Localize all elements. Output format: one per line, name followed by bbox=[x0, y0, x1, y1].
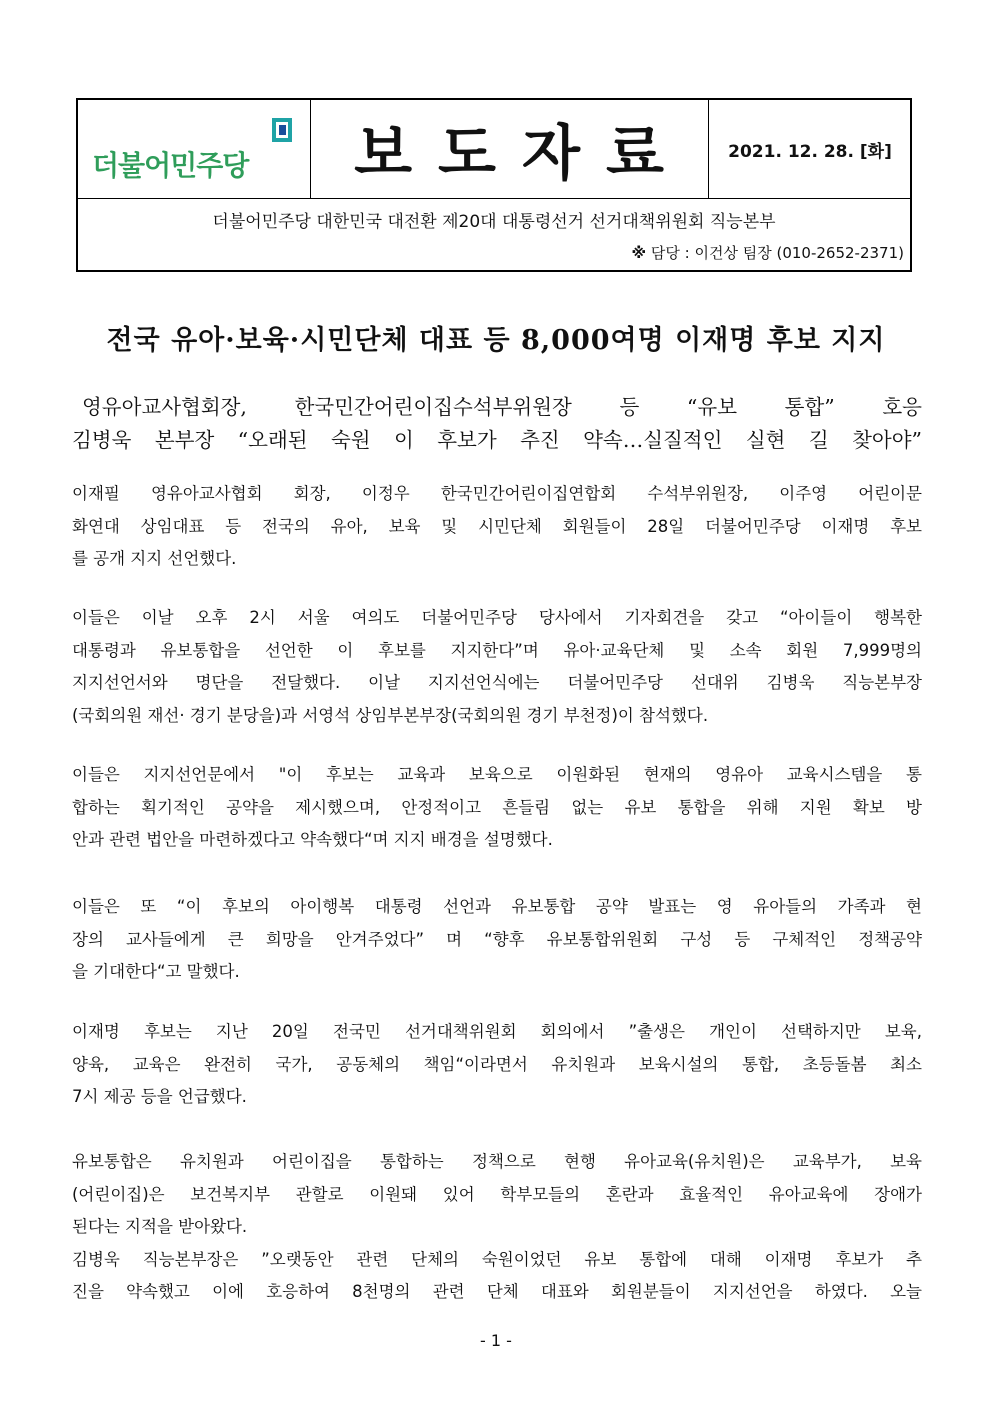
paragraph-4 bbox=[72, 891, 922, 989]
paragraph-line: 된다는 지적을 받아왔다. bbox=[72, 1217, 248, 1236]
reference-mark: ※ bbox=[631, 244, 647, 262]
paragraph-line: (어린이집)은 보건복지부 관할로 이원돼 있어 학부모들의 혼란과 효율적인 유아교육에 장애가 bbox=[72, 1184, 922, 1204]
subheadline-1: 영유아교사협회장, 한국민간어린이집수석부위원장 등 “유보 통합” 호응 bbox=[82, 395, 922, 419]
paragraph-line: 7시 제공 등을 언급했다. bbox=[72, 1087, 247, 1106]
date-cell bbox=[708, 100, 912, 198]
paragraph-line: 양육, 교육은 완전히 국가, 공동체의 책임“이라면서 유치원과 보육시설의 통합, 초등돌봄 최소 bbox=[72, 1054, 922, 1074]
logo-text: 더불어민주당 bbox=[92, 149, 249, 182]
paragraph-line: 김병욱 직능본부장은 ”오랫동안 관련 단체의 숙원이었던 유보 통합에 대해 이재명 후보가 추 bbox=[72, 1249, 922, 1269]
paragraph-line: 대통령과 유보통합을 선언한 이 후보를 지지한다”며 유아·교육단체 및 소속 회원 7,999명의 bbox=[72, 640, 922, 660]
paragraph-line: (국회의원 재선· 경기 분당을)과 서영석 상임부본부장(국회의원 경기 부천정)이 참석했다. bbox=[72, 705, 709, 725]
paragraph-line: 진을 약속했고 이에 호응하여 8천명의 관련 단체 대표와 회원분들이 지지선언을 하였다. 오늘 bbox=[72, 1282, 922, 1301]
issuer-text: 더불어민주당 대한민국 대전환 제20대 대통령선거 선거대책위원회 직능본부 bbox=[212, 211, 776, 232]
release-date: 2021. 12. 28. [화] bbox=[728, 141, 892, 162]
party-logo bbox=[88, 114, 300, 184]
paragraph-3 bbox=[72, 759, 922, 857]
party-logo-icon bbox=[270, 116, 296, 148]
paragraph-2 bbox=[72, 602, 922, 732]
logo-cell bbox=[78, 100, 311, 198]
contact-line bbox=[632, 242, 904, 263]
press-release-header bbox=[76, 98, 912, 272]
paragraph-line: 이들은 지지선언문에서 "이 후보는 교육과 보육으로 이원화된 현재의 영유아 교육시스템을 통 bbox=[72, 765, 922, 784]
document-title: 보도자료 bbox=[354, 119, 690, 189]
issuer-line bbox=[78, 200, 910, 238]
paragraph-line: 이재필 영유아교사협회 회장, 이정우 한국민간어린이집연합회 수석부위원장, 이주영 어린이문 bbox=[72, 484, 922, 503]
paragraph-line: 유보통합은 유치원과 어린이집을 통합하는 정책으로 현행 유아교육(유치원)은 교육부가, 보육 bbox=[72, 1152, 922, 1171]
paragraph-line: 화연대 상임대표 등 전국의 유아, 보육 및 시민단체 회원들이 28일 더불어민주당 이재명 후보 bbox=[72, 516, 922, 536]
paragraph-line: 을 기대한다“고 말했다. bbox=[72, 962, 240, 981]
page-number: - 1 - bbox=[480, 1331, 512, 1350]
paragraph-6 bbox=[72, 1146, 922, 1309]
paragraph-line: 합하는 획기적인 공약을 제시했으며, 안정적이고 흔들림 없는 유보 통합을 위해 지원 확보 방 bbox=[72, 797, 922, 817]
header-top-row bbox=[78, 100, 910, 199]
paragraph-line: 지지선언서와 명단을 전달했다. 이날 지지선언식에는 더불어민주당 선대위 김병욱 직능본부장 bbox=[72, 673, 922, 692]
subheadline-2: 김병욱 본부장 “오래된 숙원 이 후보가 추진 약속…실질적인 실현 길 찾아야” bbox=[72, 428, 922, 452]
contact-text: 담당 : 이건상 팀장 (010-2652-2371) bbox=[650, 244, 904, 262]
paragraph-line: 안과 관련 법안을 마련하겠다고 약속했다“며 지지 배경을 설명했다. bbox=[72, 830, 553, 849]
headline: 전국 유아·보육·시민단체 대표 등 8,000여명 이재명 후보 지지 bbox=[106, 325, 886, 356]
title-cell bbox=[310, 100, 709, 198]
paragraph-line: 이들은 이날 오후 2시 서울 여의도 더불어민주당 당사에서 기자회견을 갖고 “아이들이 행복한 bbox=[72, 608, 922, 627]
paragraph-line: 이재명 후보는 지난 20일 전국민 선거대책위원회 회의에서 ”출생은 개인이 선택하지만 보육, bbox=[72, 1022, 922, 1041]
paragraph-line: 이들은 또 “이 후보의 아이행복 대통령 선언과 유보통합 공약 발표는 영 유아들의 가족과 현 bbox=[72, 897, 922, 916]
paragraph-line: 를 공개 지지 선언했다. bbox=[72, 549, 237, 568]
paragraph-line: 장의 교사들에게 큰 희망을 안겨주었다” 며 “향후 유보통합위원회 구성 등 구체적인 정책공약 bbox=[72, 929, 922, 949]
paragraph-1 bbox=[72, 478, 922, 576]
paragraph-5 bbox=[72, 1016, 922, 1114]
